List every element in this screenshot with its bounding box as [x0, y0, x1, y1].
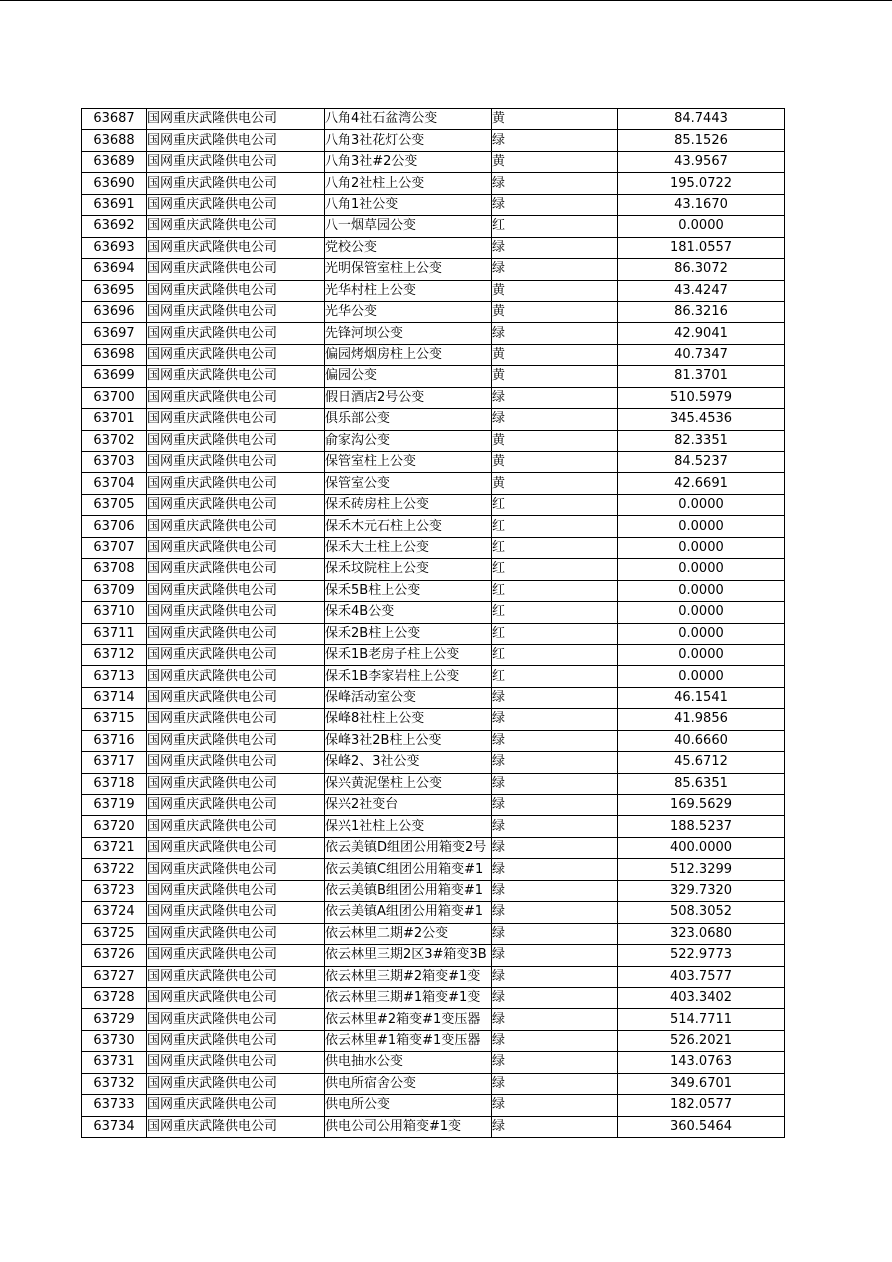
cell-value: 329.7320 [618, 880, 785, 901]
cell-company: 国网重庆武隆供电公司 [147, 709, 325, 730]
cell-transformer-name: 保禾2B柱上公变 [325, 623, 492, 644]
table-row [82, 301, 785, 322]
cell-value: 82.3351 [618, 430, 785, 451]
cell-value: 86.3216 [618, 301, 785, 322]
cell-transformer-name: 依云林里三期2区3#箱变3B [325, 945, 492, 966]
cell-company: 国网重庆武隆供电公司 [147, 666, 325, 687]
cell-status: 绿 [492, 923, 618, 944]
cell-id: 63729 [82, 1009, 147, 1030]
cell-id: 63687 [82, 109, 147, 130]
cell-transformer-name: 依云林里#1箱变#1变压器 [325, 1030, 492, 1051]
cell-company: 国网重庆武隆供电公司 [147, 237, 325, 258]
cell-transformer-name: 假日酒店2号公变 [325, 387, 492, 408]
table-row [82, 216, 785, 237]
cell-status: 绿 [492, 387, 618, 408]
cell-value: 0.0000 [618, 494, 785, 515]
cell-value: 514.7711 [618, 1009, 785, 1030]
cell-status: 绿 [492, 795, 618, 816]
cell-status: 黄 [492, 430, 618, 451]
table-row [82, 259, 785, 280]
cell-transformer-name: 保禾砖房柱上公变 [325, 494, 492, 515]
cell-transformer-name: 偏园烤烟房柱上公变 [325, 344, 492, 365]
table-row [82, 473, 785, 494]
cell-transformer-name: 保禾4B公变 [325, 602, 492, 623]
cell-id: 63719 [82, 795, 147, 816]
cell-transformer-name: 供电所公变 [325, 1095, 492, 1116]
table-row [82, 1052, 785, 1073]
cell-transformer-name: 保兴1社柱上公变 [325, 816, 492, 837]
cell-status: 绿 [492, 816, 618, 837]
cell-status: 绿 [492, 966, 618, 987]
cell-status: 绿 [492, 902, 618, 923]
cell-id: 63727 [82, 966, 147, 987]
table-row [82, 580, 785, 601]
cell-status: 绿 [492, 773, 618, 794]
table-row [82, 130, 785, 151]
cell-id: 63696 [82, 301, 147, 322]
cell-transformer-name: 八角3社花灯公变 [325, 130, 492, 151]
cell-value: 0.0000 [618, 559, 785, 580]
cell-transformer-name: 八角4社石盆湾公变 [325, 109, 492, 130]
cell-company: 国网重庆武隆供电公司 [147, 837, 325, 858]
cell-id: 63720 [82, 816, 147, 837]
cell-transformer-name: 俞家沟公变 [325, 430, 492, 451]
cell-id: 63717 [82, 752, 147, 773]
cell-company: 国网重庆武隆供电公司 [147, 194, 325, 215]
cell-status: 红 [492, 216, 618, 237]
cell-id: 63728 [82, 987, 147, 1008]
cell-company: 国网重庆武隆供电公司 [147, 344, 325, 365]
table-row [82, 173, 785, 194]
cell-id: 63724 [82, 902, 147, 923]
cell-status: 绿 [492, 409, 618, 430]
cell-id: 63723 [82, 880, 147, 901]
table-row [82, 602, 785, 623]
cell-value: 508.3052 [618, 902, 785, 923]
table-row [82, 902, 785, 923]
cell-company: 国网重庆武隆供电公司 [147, 623, 325, 644]
cell-company: 国网重庆武隆供电公司 [147, 494, 325, 515]
cell-id: 63703 [82, 452, 147, 473]
table-row [82, 1095, 785, 1116]
cell-transformer-name: 偏园公变 [325, 366, 492, 387]
cell-value: 349.6701 [618, 1073, 785, 1094]
cell-company: 国网重庆武隆供电公司 [147, 880, 325, 901]
cell-transformer-name: 依云林里三期#1箱变#1变 [325, 987, 492, 1008]
cell-transformer-name: 先锋河坝公变 [325, 323, 492, 344]
cell-transformer-name: 依云林里二期#2公变 [325, 923, 492, 944]
table-row [82, 966, 785, 987]
cell-id: 63714 [82, 687, 147, 708]
cell-value: 345.4536 [618, 409, 785, 430]
cell-value: 0.0000 [618, 623, 785, 644]
cell-company: 国网重庆武隆供电公司 [147, 473, 325, 494]
cell-transformer-name: 八角3社#2公变 [325, 151, 492, 172]
cell-id: 63716 [82, 730, 147, 751]
cell-id: 63712 [82, 644, 147, 665]
cell-value: 43.4247 [618, 280, 785, 301]
cell-value: 169.5629 [618, 795, 785, 816]
cell-company: 国网重庆武隆供电公司 [147, 109, 325, 130]
cell-id: 63698 [82, 344, 147, 365]
cell-transformer-name: 保禾1B老房子柱上公变 [325, 644, 492, 665]
cell-id: 63700 [82, 387, 147, 408]
cell-status: 绿 [492, 130, 618, 151]
cell-value: 403.7577 [618, 966, 785, 987]
cell-value: 0.0000 [618, 580, 785, 601]
cell-value: 84.5237 [618, 452, 785, 473]
cell-value: 43.9567 [618, 151, 785, 172]
cell-id: 63693 [82, 237, 147, 258]
page-top-border [0, 0, 892, 1]
cell-transformer-name: 供电所宿舍公变 [325, 1073, 492, 1094]
cell-transformer-name: 供电公司公用箱变#1变 [325, 1116, 492, 1137]
table-row [82, 987, 785, 1008]
cell-company: 国网重庆武隆供电公司 [147, 1095, 325, 1116]
table-row [82, 687, 785, 708]
cell-transformer-name: 保管室公变 [325, 473, 492, 494]
cell-id: 63707 [82, 537, 147, 558]
cell-value: 182.0577 [618, 1095, 785, 1116]
cell-value: 86.3072 [618, 259, 785, 280]
cell-status: 黄 [492, 301, 618, 322]
cell-transformer-name: 八角1社公变 [325, 194, 492, 215]
table-row [82, 730, 785, 751]
cell-id: 63701 [82, 409, 147, 430]
cell-value: 42.9041 [618, 323, 785, 344]
cell-value: 85.1526 [618, 130, 785, 151]
cell-transformer-name: 保峰2、3社公变 [325, 752, 492, 773]
cell-transformer-name: 依云美镇D组团公用箱变2号 [325, 837, 492, 858]
cell-company: 国网重庆武隆供电公司 [147, 923, 325, 944]
table-row [82, 280, 785, 301]
cell-status: 绿 [492, 194, 618, 215]
cell-transformer-name: 保管室柱上公变 [325, 452, 492, 473]
cell-value: 360.5464 [618, 1116, 785, 1137]
table-row [82, 795, 785, 816]
cell-status: 绿 [492, 859, 618, 880]
cell-id: 63688 [82, 130, 147, 151]
cell-status: 黄 [492, 366, 618, 387]
cell-value: 526.2021 [618, 1030, 785, 1051]
cell-status: 绿 [492, 752, 618, 773]
cell-id: 63734 [82, 1116, 147, 1137]
table-row [82, 623, 785, 644]
cell-company: 国网重庆武隆供电公司 [147, 151, 325, 172]
cell-company: 国网重庆武隆供电公司 [147, 902, 325, 923]
cell-transformer-name: 保峰8社柱上公变 [325, 709, 492, 730]
cell-value: 0.0000 [618, 602, 785, 623]
cell-id: 63695 [82, 280, 147, 301]
cell-transformer-name: 保兴2社变台 [325, 795, 492, 816]
cell-transformer-name: 保禾大土柱上公变 [325, 537, 492, 558]
table-row [82, 494, 785, 515]
cell-company: 国网重庆武隆供电公司 [147, 280, 325, 301]
table-row [82, 366, 785, 387]
cell-status: 黄 [492, 280, 618, 301]
cell-id: 63690 [82, 173, 147, 194]
cell-id: 63709 [82, 580, 147, 601]
cell-company: 国网重庆武隆供电公司 [147, 1009, 325, 1030]
cell-transformer-name: 俱乐部公变 [325, 409, 492, 430]
cell-company: 国网重庆武隆供电公司 [147, 859, 325, 880]
cell-company: 国网重庆武隆供电公司 [147, 1073, 325, 1094]
table-row [82, 559, 785, 580]
cell-company: 国网重庆武隆供电公司 [147, 602, 325, 623]
cell-status: 红 [492, 537, 618, 558]
cell-value: 143.0763 [618, 1052, 785, 1073]
cell-transformer-name: 八一烟草园公变 [325, 216, 492, 237]
cell-status: 黄 [492, 473, 618, 494]
cell-company: 国网重庆武隆供电公司 [147, 216, 325, 237]
cell-company: 国网重庆武隆供电公司 [147, 966, 325, 987]
cell-transformer-name: 供电抽水公变 [325, 1052, 492, 1073]
cell-company: 国网重庆武隆供电公司 [147, 580, 325, 601]
cell-transformer-name: 保兴黄泥堡柱上公变 [325, 773, 492, 794]
cell-value: 522.9773 [618, 945, 785, 966]
table-row [82, 880, 785, 901]
cell-company: 国网重庆武隆供电公司 [147, 387, 325, 408]
cell-id: 63721 [82, 837, 147, 858]
cell-id: 63697 [82, 323, 147, 344]
table-row [82, 644, 785, 665]
cell-id: 63731 [82, 1052, 147, 1073]
table-row [82, 773, 785, 794]
table-row [82, 837, 785, 858]
table-row [82, 452, 785, 473]
cell-transformer-name: 八角2社柱上公变 [325, 173, 492, 194]
cell-status: 黄 [492, 344, 618, 365]
cell-value: 0.0000 [618, 537, 785, 558]
cell-id: 63722 [82, 859, 147, 880]
cell-company: 国网重庆武隆供电公司 [147, 516, 325, 537]
cell-company: 国网重庆武隆供电公司 [147, 1116, 325, 1137]
cell-value: 512.3299 [618, 859, 785, 880]
cell-id: 63699 [82, 366, 147, 387]
cell-value: 41.9856 [618, 709, 785, 730]
table-row [82, 194, 785, 215]
cell-status: 绿 [492, 1095, 618, 1116]
cell-transformer-name: 保禾坟院柱上公变 [325, 559, 492, 580]
cell-status: 绿 [492, 945, 618, 966]
cell-value: 400.0000 [618, 837, 785, 858]
table-row [82, 323, 785, 344]
table-row [82, 409, 785, 430]
cell-company: 国网重庆武隆供电公司 [147, 301, 325, 322]
transformer-table [81, 108, 785, 1138]
cell-status: 红 [492, 602, 618, 623]
cell-id: 63732 [82, 1073, 147, 1094]
cell-value: 84.7443 [618, 109, 785, 130]
cell-company: 国网重庆武隆供电公司 [147, 816, 325, 837]
cell-status: 红 [492, 516, 618, 537]
cell-company: 国网重庆武隆供电公司 [147, 1052, 325, 1073]
table-row [82, 709, 785, 730]
cell-status: 黄 [492, 452, 618, 473]
cell-status: 绿 [492, 837, 618, 858]
table-row [82, 387, 785, 408]
table-row [82, 109, 785, 130]
table-row [82, 344, 785, 365]
cell-company: 国网重庆武隆供电公司 [147, 259, 325, 280]
cell-company: 国网重庆武隆供电公司 [147, 430, 325, 451]
cell-company: 国网重庆武隆供电公司 [147, 945, 325, 966]
cell-status: 红 [492, 644, 618, 665]
cell-value: 403.3402 [618, 987, 785, 1008]
cell-value: 510.5979 [618, 387, 785, 408]
cell-status: 绿 [492, 259, 618, 280]
cell-transformer-name: 光明保管室柱上公变 [325, 259, 492, 280]
cell-value: 43.1670 [618, 194, 785, 215]
cell-status: 红 [492, 494, 618, 515]
cell-transformer-name: 光华村柱上公变 [325, 280, 492, 301]
cell-value: 0.0000 [618, 216, 785, 237]
cell-value: 85.6351 [618, 773, 785, 794]
table-row [82, 151, 785, 172]
cell-id: 63710 [82, 602, 147, 623]
table-row [82, 816, 785, 837]
cell-id: 63694 [82, 259, 147, 280]
cell-status: 绿 [492, 687, 618, 708]
table-row [82, 1116, 785, 1137]
cell-status: 绿 [492, 1009, 618, 1030]
cell-transformer-name: 依云美镇B组团公用箱变#1 [325, 880, 492, 901]
cell-id: 63691 [82, 194, 147, 215]
cell-value: 0.0000 [618, 644, 785, 665]
cell-company: 国网重庆武隆供电公司 [147, 366, 325, 387]
table-row [82, 430, 785, 451]
cell-id: 63704 [82, 473, 147, 494]
cell-company: 国网重庆武隆供电公司 [147, 773, 325, 794]
cell-company: 国网重庆武隆供电公司 [147, 130, 325, 151]
cell-status: 绿 [492, 173, 618, 194]
cell-value: 323.0680 [618, 923, 785, 944]
cell-id: 63689 [82, 151, 147, 172]
cell-company: 国网重庆武隆供电公司 [147, 452, 325, 473]
cell-id: 63733 [82, 1095, 147, 1116]
table-row [82, 752, 785, 773]
cell-value: 81.3701 [618, 366, 785, 387]
cell-transformer-name: 光华公变 [325, 301, 492, 322]
cell-status: 绿 [492, 1073, 618, 1094]
cell-transformer-name: 保禾1B李家岩柱上公变 [325, 666, 492, 687]
cell-value: 0.0000 [618, 666, 785, 687]
cell-status: 黄 [492, 151, 618, 172]
table-row [82, 537, 785, 558]
cell-status: 绿 [492, 1030, 618, 1051]
cell-company: 国网重庆武隆供电公司 [147, 687, 325, 708]
table-body [82, 109, 785, 1138]
cell-value: 46.1541 [618, 687, 785, 708]
cell-status: 绿 [492, 323, 618, 344]
cell-status: 绿 [492, 1052, 618, 1073]
cell-company: 国网重庆武隆供电公司 [147, 1030, 325, 1051]
cell-id: 63713 [82, 666, 147, 687]
cell-id: 63705 [82, 494, 147, 515]
cell-status: 绿 [492, 237, 618, 258]
cell-transformer-name: 保禾木元石柱上公变 [325, 516, 492, 537]
cell-transformer-name: 依云美镇A组团公用箱变#1 [325, 902, 492, 923]
cell-company: 国网重庆武隆供电公司 [147, 173, 325, 194]
cell-transformer-name: 保峰活动室公变 [325, 687, 492, 708]
cell-status: 红 [492, 559, 618, 580]
cell-value: 42.6691 [618, 473, 785, 494]
cell-id: 63718 [82, 773, 147, 794]
cell-status: 绿 [492, 987, 618, 1008]
table-row [82, 923, 785, 944]
cell-id: 63708 [82, 559, 147, 580]
cell-value: 181.0557 [618, 237, 785, 258]
cell-transformer-name: 依云林里#2箱变#1变压器 [325, 1009, 492, 1030]
cell-status: 绿 [492, 1116, 618, 1137]
cell-company: 国网重庆武隆供电公司 [147, 730, 325, 751]
cell-status: 绿 [492, 709, 618, 730]
cell-value: 40.7347 [618, 344, 785, 365]
cell-transformer-name: 依云林里三期#2箱变#1变 [325, 966, 492, 987]
cell-value: 188.5237 [618, 816, 785, 837]
table-row [82, 1030, 785, 1051]
table-row [82, 859, 785, 880]
cell-transformer-name: 党校公变 [325, 237, 492, 258]
cell-id: 63725 [82, 923, 147, 944]
cell-status: 绿 [492, 880, 618, 901]
table-row [82, 945, 785, 966]
cell-id: 63692 [82, 216, 147, 237]
table-row [82, 1073, 785, 1094]
cell-company: 国网重庆武隆供电公司 [147, 752, 325, 773]
cell-status: 红 [492, 666, 618, 687]
cell-value: 195.0722 [618, 173, 785, 194]
cell-status: 红 [492, 623, 618, 644]
cell-company: 国网重庆武隆供电公司 [147, 644, 325, 665]
table-row [82, 1009, 785, 1030]
cell-id: 63726 [82, 945, 147, 966]
cell-company: 国网重庆武隆供电公司 [147, 409, 325, 430]
cell-value: 45.6712 [618, 752, 785, 773]
cell-status: 绿 [492, 730, 618, 751]
cell-company: 国网重庆武隆供电公司 [147, 537, 325, 558]
cell-id: 63711 [82, 623, 147, 644]
cell-transformer-name: 依云美镇C组团公用箱变#1 [325, 859, 492, 880]
cell-status: 黄 [492, 109, 618, 130]
cell-id: 63706 [82, 516, 147, 537]
cell-id: 63715 [82, 709, 147, 730]
cell-company: 国网重庆武隆供电公司 [147, 987, 325, 1008]
cell-value: 40.6660 [618, 730, 785, 751]
table-row [82, 237, 785, 258]
cell-company: 国网重庆武隆供电公司 [147, 559, 325, 580]
cell-id: 63730 [82, 1030, 147, 1051]
cell-value: 0.0000 [618, 516, 785, 537]
cell-transformer-name: 保峰3社2B柱上公变 [325, 730, 492, 751]
cell-status: 红 [492, 580, 618, 601]
cell-company: 国网重庆武隆供电公司 [147, 795, 325, 816]
table-row [82, 516, 785, 537]
cell-transformer-name: 保禾5B柱上公变 [325, 580, 492, 601]
cell-company: 国网重庆武隆供电公司 [147, 323, 325, 344]
cell-id: 63702 [82, 430, 147, 451]
table-row [82, 666, 785, 687]
